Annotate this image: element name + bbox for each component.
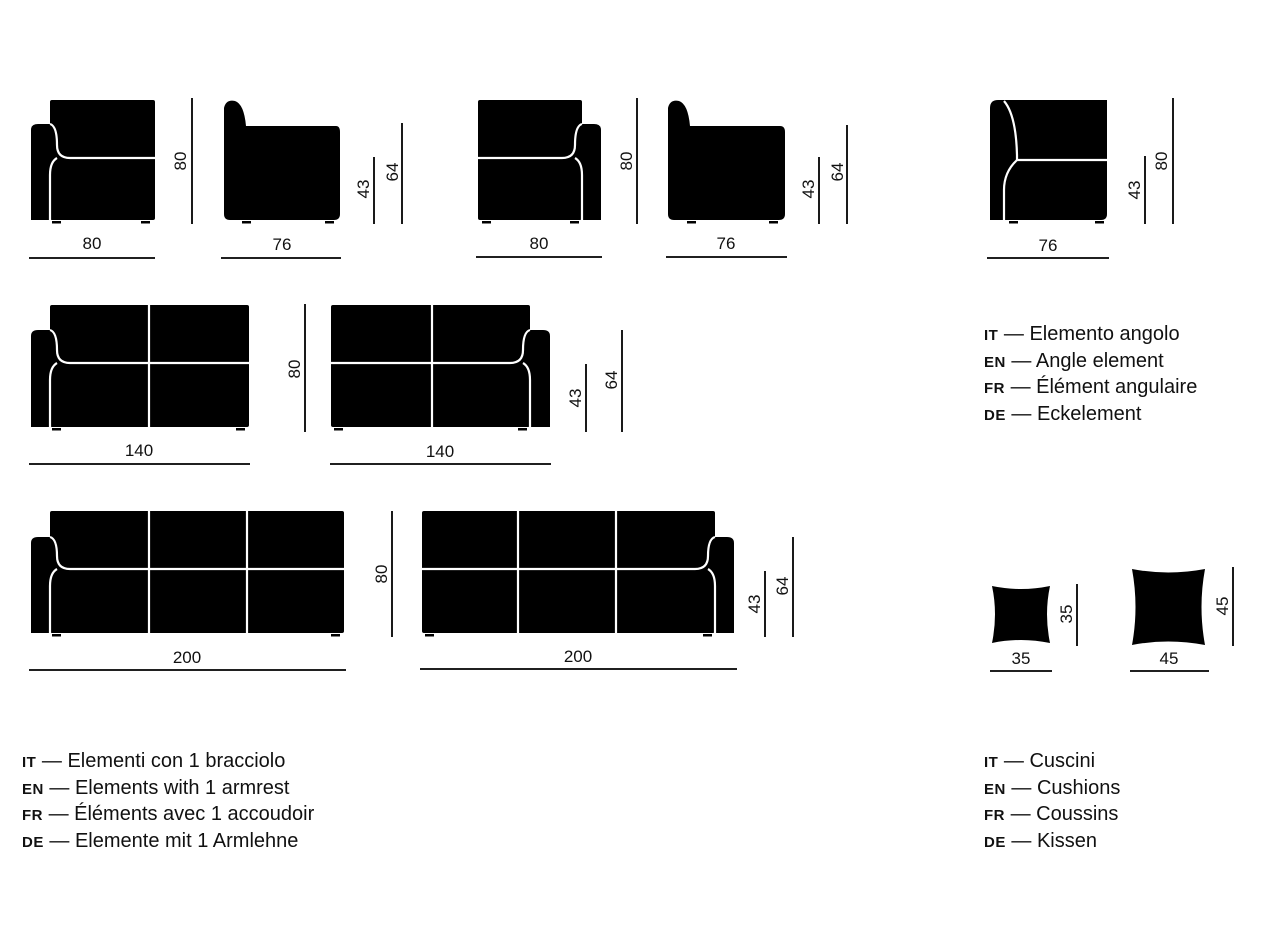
legend-row [984,776,1120,803]
dim-seat-height-label: 43 [745,594,764,614]
dash: — [1010,803,1031,826]
armchair-front-view-right-arm [478,100,601,224]
language-code: DE [22,834,44,852]
dash: — [1003,323,1024,345]
dim-width-label: 140 [425,442,455,461]
language-code: FR [22,807,43,825]
legend-text: Cushions [1036,776,1121,799]
dim-width-label: 45 [1159,649,1179,668]
language-code: DE [984,834,1006,852]
dim-height-label: 80 [285,359,304,379]
dash: — [49,830,70,853]
dim-seat-height-label: 43 [566,388,585,408]
dim-width-label: 200 [172,648,202,667]
dash: — [1011,349,1032,372]
legend-row [22,829,314,856]
language-code: FR [984,380,1005,398]
legend-row [984,829,1120,856]
sofa-140-left-arm [31,305,249,431]
legend-text: Éléments avec 1 accoudoir [74,803,315,826]
legend-armrest-elements [22,749,314,856]
armchair-side-view [224,101,340,224]
armchair-front-view-left-arm [31,100,155,224]
dim-total-height-label: 64 [602,370,621,390]
dim-depth-label: 76 [272,235,292,254]
sofa-200-left-arm [31,511,344,637]
dim-total-height-label: 80 [1152,151,1171,171]
sofa-200-right-arm [422,511,734,637]
legend-angle-element [984,322,1197,429]
small-cushion-shape [992,586,1050,643]
dash: — [49,776,70,799]
language-code: EN [22,780,44,798]
dash: — [1011,776,1032,799]
dash: — [1010,376,1031,399]
dim-height-label: 35 [1057,604,1076,624]
dim-height-label: 80 [617,151,636,171]
dim-seat-height-label: 43 [354,179,373,199]
legend-text: Elemento angolo [1029,323,1180,345]
language-code: DE [984,407,1006,425]
dash: — [48,803,69,826]
dim-total-height-label: 64 [773,576,792,596]
language-code: EN [984,780,1006,798]
dim-width-label: 76 [1038,236,1058,255]
legend-text: Elemente mit 1 Armlehne [74,830,299,853]
legend-row [22,749,314,776]
legend-row [984,322,1197,349]
dim-seat-height-label: 43 [799,179,818,199]
language-code: IT [984,327,999,344]
legend-row [984,349,1197,376]
dim-width-label: 200 [563,647,593,666]
armchair-side-view [668,101,785,224]
legend-text: Élément angulaire [1036,376,1198,399]
dim-width-label: 80 [529,234,549,253]
dim-height-label: 80 [171,151,190,171]
sofa-140-right-arm [331,305,550,431]
dim-height-label: 45 [1213,596,1232,616]
legend-text: Coussins [1036,803,1119,826]
dash: — [1011,830,1032,853]
dash: — [1011,403,1032,426]
language-code: IT [984,754,999,771]
legend-row [984,402,1197,429]
legend-row [22,802,314,829]
language-code: IT [22,754,37,771]
legend-row [984,749,1120,776]
legend-cushions [984,749,1120,856]
dim-total-height-label: 64 [383,162,402,182]
legend-text: Angle element [1035,349,1164,372]
dim-height-label: 80 [372,564,391,584]
dim-width-label: 35 [1011,649,1031,668]
dash: — [41,750,62,772]
legend-text: Kissen [1036,830,1097,853]
legend-text: Cuscini [1029,750,1096,772]
dash: — [1003,750,1024,772]
legend-text: Elementi con 1 bracciolo [67,750,286,772]
angle-element-view [990,100,1107,224]
legend-row [984,802,1120,829]
dim-width-label: 80 [82,234,102,253]
dim-depth-label: 76 [716,234,736,253]
language-code: FR [984,807,1005,825]
legend-row [984,375,1197,402]
legend-text: Elements with 1 armrest [74,776,290,799]
legend-text: Eckelement [1036,403,1142,426]
large-cushion-shape [1132,569,1205,645]
language-code: EN [984,353,1006,371]
dim-seat-height-label: 43 [1125,180,1144,200]
dim-width-label: 140 [124,441,154,460]
dim-total-height-label: 64 [828,162,847,182]
legend-row [22,776,314,803]
